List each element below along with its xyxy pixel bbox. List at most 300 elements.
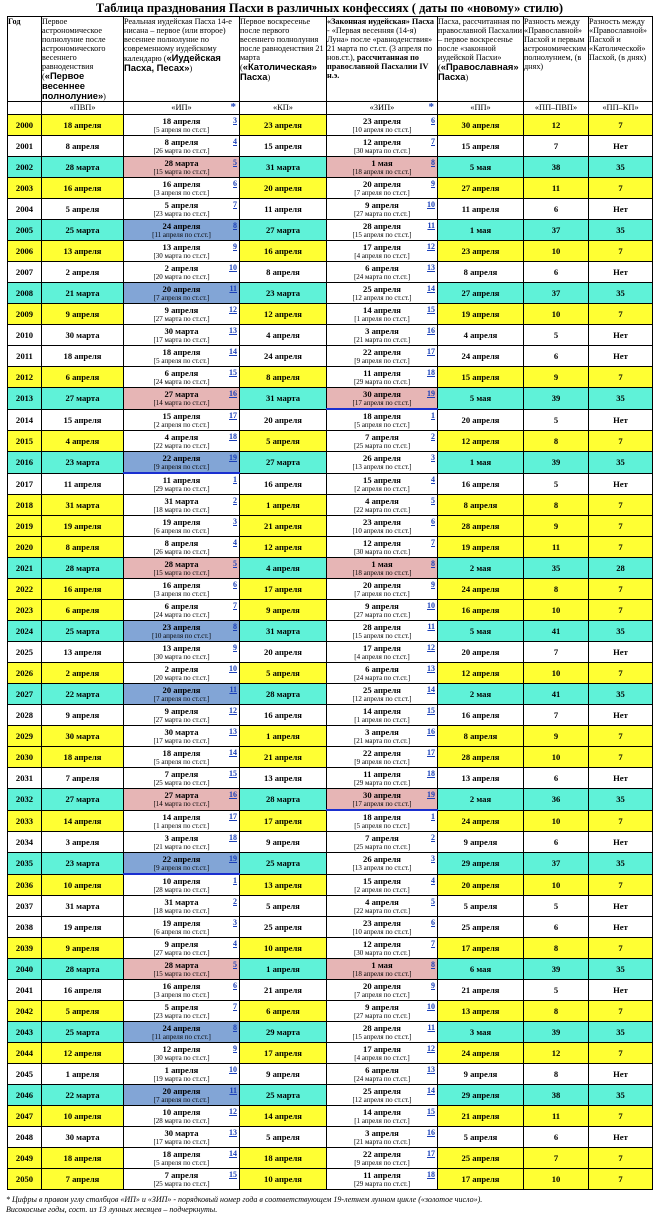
ip-golden-number: 16	[229, 389, 237, 398]
cell-diff-pp-pvp: 10	[524, 747, 589, 768]
zp-golden-number: 18	[427, 368, 435, 377]
ip-date: 28 марта	[164, 559, 199, 569]
ip-golden-number: 15	[229, 769, 237, 778]
ip-old-style: [6 апреля по ст.ст.]	[153, 928, 210, 936]
cell-ip	[124, 621, 240, 642]
cell-pp: 24 апреля	[438, 579, 524, 600]
cell-diff-pp-pvp: 7	[524, 705, 589, 726]
ip-golden-number: 9	[233, 242, 237, 251]
ip-date: 18 апреля	[162, 1149, 201, 1159]
ip-old-style: [3 апреля по ст.ст.]	[153, 590, 210, 598]
cell-zp	[327, 452, 438, 474]
cell-ip	[124, 220, 240, 241]
zp-date: 30 апреля	[363, 389, 401, 399]
cell-diff-pp-pvp: 10	[524, 663, 589, 684]
cell-pp: 19 апреля	[438, 537, 524, 558]
cell-diff-pp-kp: 7	[589, 1148, 653, 1169]
cell-diff-pp-pvp: 8	[524, 1064, 589, 1085]
zp-golden-number: 5	[431, 897, 435, 906]
cell-year: 2040	[8, 959, 42, 980]
cell-diff-pp-pvp: 37	[524, 220, 589, 241]
zp-old-style: [24 марта по ст.ст.]	[353, 1075, 411, 1083]
zp-old-style: [17 апреля по ст.ст.]	[352, 399, 412, 407]
cell-pvp: 9 апреля	[42, 705, 124, 726]
cell-ip	[124, 558, 240, 579]
ip-date: 10 апреля	[162, 1107, 201, 1117]
zp-golden-number: 8	[431, 960, 435, 969]
cell-year: 2006	[8, 241, 42, 262]
cell-ip	[124, 1106, 240, 1127]
zp-date: 26 апреля	[363, 453, 401, 464]
cell-diff-pp-kp: Нет	[589, 896, 653, 917]
ip-golden-number: 15	[229, 1170, 237, 1179]
cell-year: 2029	[8, 726, 42, 747]
cell-pvp: 19 апреля	[42, 516, 124, 537]
cell-zp	[327, 495, 438, 516]
cell-diff-pp-kp: 35	[589, 789, 653, 811]
zp-golden-number: 8	[431, 158, 435, 167]
cell-pp: 25 апреля	[438, 1148, 524, 1169]
cell-ip	[124, 1043, 240, 1064]
cell-pp: 2 мая	[438, 789, 524, 811]
cell-diff-pp-kp: Нет	[589, 980, 653, 1001]
zp-old-style: [25 марта по ст.ст.]	[353, 843, 411, 851]
ip-golden-number: 4	[233, 939, 237, 948]
cell-kp: 4 апреля	[240, 558, 327, 579]
zp-golden-number: 10	[427, 601, 435, 610]
cell-year: 2020	[8, 537, 42, 558]
ip-date: 27 марта	[164, 389, 199, 400]
table-row	[8, 409, 653, 431]
zp-golden-number: 14	[427, 685, 435, 694]
zp-golden-number: 11	[427, 221, 435, 230]
cell-pp: 15 апреля	[438, 136, 524, 157]
ip-old-style: [9 апреля по ст.ст.]	[153, 864, 210, 872]
cell-year: 2022	[8, 579, 42, 600]
cell-zp	[327, 283, 438, 304]
cell-diff-pp-pvp: 9	[524, 726, 589, 747]
abbr-d2: «ПП–КП»	[589, 102, 653, 115]
cell-ip	[124, 431, 240, 452]
cell-ip	[124, 810, 240, 832]
cell-year: 2001	[8, 136, 42, 157]
cell-year: 2024	[8, 621, 42, 642]
zp-golden-number: 16	[427, 1128, 435, 1137]
zp-golden-number: 18	[427, 1170, 435, 1179]
cell-year: 2039	[8, 938, 42, 959]
cell-zp	[327, 1148, 438, 1169]
cell-ip	[124, 959, 240, 980]
ip-date: 20 апреля	[162, 1086, 201, 1096]
cell-diff-pp-kp: Нет	[589, 262, 653, 283]
cell-kp: 16 апреля	[240, 241, 327, 262]
zp-golden-number: 12	[427, 1044, 435, 1053]
cell-zp	[327, 726, 438, 747]
cell-zp	[327, 959, 438, 980]
ip-old-style: [11 апреля по ст.ст.]	[152, 231, 211, 239]
cell-pp: 20 апреля	[438, 874, 524, 896]
cell-kp: 27 марта	[240, 220, 327, 241]
header-kp: Первое воскресенье после первого весеннего полнолуния после равноденствия 21 марта («Католическая» Пасха)	[240, 17, 327, 102]
zp-old-style: [24 марта по ст.ст.]	[353, 674, 411, 682]
cell-pp: 21 апреля	[438, 980, 524, 1001]
cell-diff-pp-kp: Нет	[589, 473, 653, 495]
cell-pp: 16 апреля	[438, 473, 524, 495]
cell-diff-pp-pvp: 10	[524, 600, 589, 621]
cell-ip	[124, 157, 240, 178]
zp-date: 22 апреля	[363, 1149, 401, 1159]
cell-ip	[124, 409, 240, 431]
cell-year: 2049	[8, 1148, 42, 1169]
cell-kp: 1 апреля	[240, 726, 327, 747]
zp-golden-number: 11	[427, 622, 435, 631]
zp-golden-number: 16	[427, 326, 435, 335]
cell-diff-pp-pvp: 36	[524, 789, 589, 811]
ip-golden-number: 10	[229, 263, 237, 272]
cell-pvp: 14 апреля	[42, 810, 124, 832]
cell-diff-pp-pvp: 37	[524, 853, 589, 875]
ip-golden-number: 17	[229, 811, 237, 821]
zp-golden-number: 10	[427, 200, 435, 209]
cell-ip	[124, 304, 240, 325]
cell-pp: 5 апреля	[438, 896, 524, 917]
zp-golden-number: 14	[427, 1086, 435, 1095]
cell-diff-pp-pvp: 35	[524, 558, 589, 579]
cell-diff-pp-kp: Нет	[589, 199, 653, 220]
cell-zp	[327, 621, 438, 642]
table-row	[8, 388, 653, 410]
cell-pvp: 30 марта	[42, 726, 124, 747]
cell-zp	[327, 832, 438, 853]
cell-pvp: 3 апреля	[42, 832, 124, 853]
footnote	[6, 1195, 654, 1215]
cell-pp: 12 апреля	[438, 663, 524, 684]
zp-old-style: [17 апреля по ст.ст.]	[352, 800, 412, 808]
cell-year: 2016	[8, 452, 42, 474]
cell-kp: 8 апреля	[240, 367, 327, 388]
header-zp: «Законная иудейская» Пасха - «Первая весенняя (14-я) Луна» после «равноденствия» 21 марта по ст.ст. (3 апреля по нов.ст.), рассчитанная по православной Пасхалии IV н.э.	[327, 17, 438, 102]
cell-diff-pp-kp: 7	[589, 367, 653, 388]
ip-golden-number: 8	[233, 221, 237, 230]
zp-date: 20 апреля	[363, 981, 401, 991]
cell-diff-pp-pvp: 8	[524, 1001, 589, 1022]
cell-zp	[327, 346, 438, 367]
zp-old-style: [15 апреля по ст.ст.]	[352, 1033, 412, 1041]
ip-old-style: [26 марта по ст.ст.]	[153, 147, 210, 155]
cell-zp	[327, 409, 438, 431]
zp-date: 28 апреля	[363, 221, 401, 231]
zp-golden-number: 9	[431, 179, 435, 188]
cell-diff-pp-pvp: 10	[524, 874, 589, 896]
ip-date: 19 апреля	[162, 517, 201, 527]
zp-old-style: [4 апреля по ст.ст.]	[354, 1054, 410, 1062]
cell-ip	[124, 896, 240, 917]
zp-date: 30 апреля	[363, 790, 401, 800]
cell-zp	[327, 1001, 438, 1022]
zp-old-style: [4 апреля по ст.ст.]	[354, 653, 410, 661]
cell-pvp: 31 марта	[42, 495, 124, 516]
cell-ip	[124, 346, 240, 367]
cell-diff-pp-kp: 7	[589, 537, 653, 558]
zp-old-style: [4 апреля по ст.ст.]	[354, 252, 410, 260]
cell-pvp: 13 апреля	[42, 241, 124, 262]
cell-pvp: 1 апреля	[42, 1064, 124, 1085]
ip-date: 30 марта	[164, 326, 199, 336]
ip-date: 20 апреля	[162, 284, 201, 294]
ip-old-style: [7 апреля по ст.ст.]	[153, 1096, 210, 1104]
cell-diff-pp-pvp: 8	[524, 579, 589, 600]
cell-diff-pp-pvp: 7	[524, 1148, 589, 1169]
cell-pp: 16 апреля	[438, 705, 524, 726]
cell-pvp: 31 марта	[42, 896, 124, 917]
cell-kp: 10 апреля	[240, 1169, 327, 1190]
ip-golden-number: 15	[229, 368, 237, 377]
zp-golden-number: 13	[427, 664, 435, 673]
cell-zp	[327, 178, 438, 199]
cell-kp: 13 апреля	[240, 874, 327, 896]
header-pp: Пасха, рассчитанная по православной Пасхалии – первое воскресенье после «законной иудейской Пасхи» («Православная» Пасха)	[438, 17, 524, 102]
zp-date: 7 апреля	[365, 833, 399, 843]
ip-golden-number: 1	[233, 876, 237, 885]
cell-diff-pp-pvp: 7	[524, 136, 589, 157]
table-row	[8, 621, 653, 642]
cell-ip	[124, 388, 240, 410]
cell-ip	[124, 1064, 240, 1085]
cell-diff-pp-pvp: 8	[524, 938, 589, 959]
cell-diff-pp-kp: 7	[589, 747, 653, 768]
ip-golden-number: 12	[229, 706, 237, 715]
zp-old-style: [10 апреля по ст.ст.]	[352, 527, 412, 535]
cell-pp: 9 апреля	[438, 1064, 524, 1085]
cell-year: 2017	[8, 473, 42, 495]
zp-golden-number: 1	[431, 411, 435, 420]
zp-date: 28 апреля	[363, 622, 401, 632]
cell-ip	[124, 495, 240, 516]
ip-golden-number: 13	[229, 727, 237, 736]
zp-date: 25 апреля	[363, 284, 401, 294]
ip-golden-number: 10	[229, 664, 237, 673]
zp-date: 6 апреля	[365, 1065, 399, 1075]
table-row	[8, 115, 653, 136]
zp-date: 20 апреля	[363, 179, 401, 189]
zp-old-style: [24 марта по ст.ст.]	[353, 273, 411, 281]
cell-kp: 5 апреля	[240, 1127, 327, 1148]
ip-date: 13 апреля	[162, 242, 201, 252]
ip-date: 2 апреля	[164, 664, 199, 674]
zp-old-style: [12 апреля по ст.ст.]	[352, 294, 412, 302]
cell-pvp: 5 апреля	[42, 1001, 124, 1022]
cell-ip	[124, 115, 240, 136]
cell-kp: 5 апреля	[240, 663, 327, 684]
cell-year: 2046	[8, 1085, 42, 1106]
ip-date: 23 апреля	[162, 622, 201, 632]
cell-pp: 9 апреля	[438, 832, 524, 853]
zp-date: 23 апреля	[363, 517, 401, 527]
table-row	[8, 810, 653, 832]
cell-diff-pp-pvp: 10	[524, 241, 589, 262]
cell-diff-pp-kp: Нет	[589, 1064, 653, 1085]
zp-old-style: [1 апреля по ст.ст.]	[354, 716, 410, 724]
ip-golden-number: 6	[233, 179, 237, 188]
ip-date: 6 апреля	[164, 368, 199, 378]
table-row	[8, 241, 653, 262]
cell-diff-pp-pvp: 11	[524, 1106, 589, 1127]
ip-old-style: [7 апреля по ст.ст.]	[153, 695, 210, 703]
ip-date: 18 апреля	[162, 116, 201, 126]
ip-date: 15 апреля	[162, 410, 201, 421]
zp-old-style: [30 марта по ст.ст.]	[353, 949, 411, 957]
ip-date: 9 апреля	[164, 706, 199, 716]
cell-year: 2019	[8, 516, 42, 537]
cell-pp: 29 апреля	[438, 1085, 524, 1106]
cell-year: 2009	[8, 304, 42, 325]
table-row	[8, 325, 653, 346]
ip-old-style: [29 марта по ст.ст.]	[153, 485, 210, 493]
ip-golden-number: 3	[233, 116, 237, 125]
abbr-pvp: «ПВП»	[42, 102, 124, 115]
table-row	[8, 367, 653, 388]
abbr-pp: «ПП»	[438, 102, 524, 115]
cell-ip	[124, 452, 240, 474]
cell-pvp: 10 апреля	[42, 1106, 124, 1127]
cell-pp: 27 апреля	[438, 283, 524, 304]
zp-date: 6 апреля	[365, 664, 399, 674]
cell-kp: 4 апреля	[240, 325, 327, 346]
ip-golden-number: 4	[233, 137, 237, 146]
cell-ip	[124, 537, 240, 558]
zp-golden-number: 18	[427, 769, 435, 778]
zp-date: 18 апреля	[363, 812, 401, 822]
cell-pp: 28 апреля	[438, 747, 524, 768]
cell-kp: 9 апреля	[240, 832, 327, 853]
cell-diff-pp-kp: 7	[589, 663, 653, 684]
ip-golden-number: 14	[229, 1149, 237, 1158]
cell-diff-pp-kp: 28	[589, 558, 653, 579]
cell-diff-pp-pvp: 5	[524, 473, 589, 495]
zp-date: 1 мая	[371, 960, 393, 970]
cell-pp: 6 мая	[438, 959, 524, 980]
cell-year: 2042	[8, 1001, 42, 1022]
cell-diff-pp-kp: 7	[589, 874, 653, 896]
cell-pvp: 21 марта	[42, 283, 124, 304]
zp-old-style: [5 апреля по ст.ст.]	[354, 421, 410, 429]
zp-golden-number: 6	[431, 918, 435, 927]
cell-diff-pp-pvp: 6	[524, 262, 589, 283]
table-row	[8, 896, 653, 917]
ip-date: 12 апреля	[162, 1044, 201, 1054]
cell-diff-pp-pvp: 5	[524, 325, 589, 346]
table-row	[8, 220, 653, 241]
cell-pp: 15 апреля	[438, 367, 524, 388]
cell-pvp: 22 марта	[42, 684, 124, 705]
ip-old-style: [6 апреля по ст.ст.]	[153, 527, 210, 535]
zp-date: 3 апреля	[365, 727, 399, 737]
ip-date: 11 апреля	[162, 475, 201, 485]
cell-kp: 1 апреля	[240, 495, 327, 516]
cell-pp: 2 мая	[438, 684, 524, 705]
ip-golden-number: 18	[229, 833, 237, 842]
cell-diff-pp-kp: 7	[589, 579, 653, 600]
cell-year: 2023	[8, 600, 42, 621]
ip-golden-number: 5	[233, 559, 237, 568]
cell-pp: 12 апреля	[438, 431, 524, 452]
zp-old-style: [1 апреля по ст.ст.]	[354, 315, 410, 323]
ip-golden-number: 7	[233, 200, 237, 209]
cell-year: 2045	[8, 1064, 42, 1085]
cell-diff-pp-kp: 35	[589, 220, 653, 241]
cell-kp: 31 марта	[240, 621, 327, 642]
table-row	[8, 853, 653, 875]
cell-kp: 27 марта	[240, 452, 327, 474]
cell-ip	[124, 1169, 240, 1190]
cell-zp	[327, 684, 438, 705]
cell-ip	[124, 178, 240, 199]
cell-pp: 20 апреля	[438, 409, 524, 431]
cell-year: 2030	[8, 747, 42, 768]
zp-old-style: [9 апреля по ст.ст.]	[354, 758, 410, 766]
cell-ip	[124, 600, 240, 621]
table-row	[8, 157, 653, 178]
cell-diff-pp-kp: 7	[589, 1001, 653, 1022]
cell-pvp: 6 апреля	[42, 367, 124, 388]
zp-old-style: [10 апреля по ст.ст.]	[352, 126, 412, 134]
cell-ip	[124, 684, 240, 705]
cell-diff-pp-pvp: 10	[524, 304, 589, 325]
cell-zp	[327, 1127, 438, 1148]
cell-year: 2050	[8, 1169, 42, 1190]
cell-pvp: 4 апреля	[42, 431, 124, 452]
table-row	[8, 684, 653, 705]
table-row	[8, 199, 653, 220]
cell-pvp: 30 марта	[42, 1127, 124, 1148]
cell-year: 2018	[8, 495, 42, 516]
cell-diff-pp-pvp: 41	[524, 621, 589, 642]
cell-zp	[327, 1043, 438, 1064]
ip-golden-number: 19	[229, 453, 237, 462]
cell-year: 2027	[8, 684, 42, 705]
zp-date: 23 апреля	[363, 116, 401, 126]
ip-golden-number: 16	[229, 790, 237, 799]
cell-kp: 23 марта	[240, 283, 327, 304]
zp-old-style: [21 марта по ст.ст.]	[353, 1138, 411, 1146]
cell-pvp: 28 марта	[42, 157, 124, 178]
cell-pp: 21 апреля	[438, 1106, 524, 1127]
footnote-line-1: * Цифры в правом углу столбцов «ИП» и «ЗИП» - порядковый номер года в соответствующем 19-летнем лунном цикле («золотое число»).	[6, 1195, 483, 1204]
cell-zp	[327, 241, 438, 262]
cell-kp: 31 марта	[240, 388, 327, 410]
zp-golden-number: 12	[427, 242, 435, 251]
table-row	[8, 600, 653, 621]
cell-zp	[327, 325, 438, 346]
cell-pvp: 5 апреля	[42, 199, 124, 220]
zp-date: 9 апреля	[365, 200, 399, 210]
ip-old-style: [28 марта по ст.ст.]	[153, 1117, 210, 1125]
cell-pp: 20 апреля	[438, 642, 524, 663]
ip-old-style: [30 марта по ст.ст.]	[153, 252, 210, 260]
zp-old-style: [18 апреля по ст.ст.]	[352, 168, 412, 176]
ip-old-style: [21 марта по ст.ст.]	[153, 843, 210, 851]
cell-ip	[124, 579, 240, 600]
header-diff-pp-pvp: Разность между «Православной» Пасхой и первым астрономическим полнолунием, (в днях)	[524, 17, 589, 102]
table-row	[8, 579, 653, 600]
cell-diff-pp-pvp: 39	[524, 452, 589, 474]
zp-golden-number: 6	[431, 116, 435, 125]
ip-golden-number: 3	[233, 918, 237, 927]
zp-date: 3 апреля	[365, 1128, 399, 1138]
cell-diff-pp-pvp: 9	[524, 516, 589, 537]
cell-kp: 6 апреля	[240, 1001, 327, 1022]
zp-old-style: [13 апреля по ст.ст.]	[352, 864, 412, 873]
